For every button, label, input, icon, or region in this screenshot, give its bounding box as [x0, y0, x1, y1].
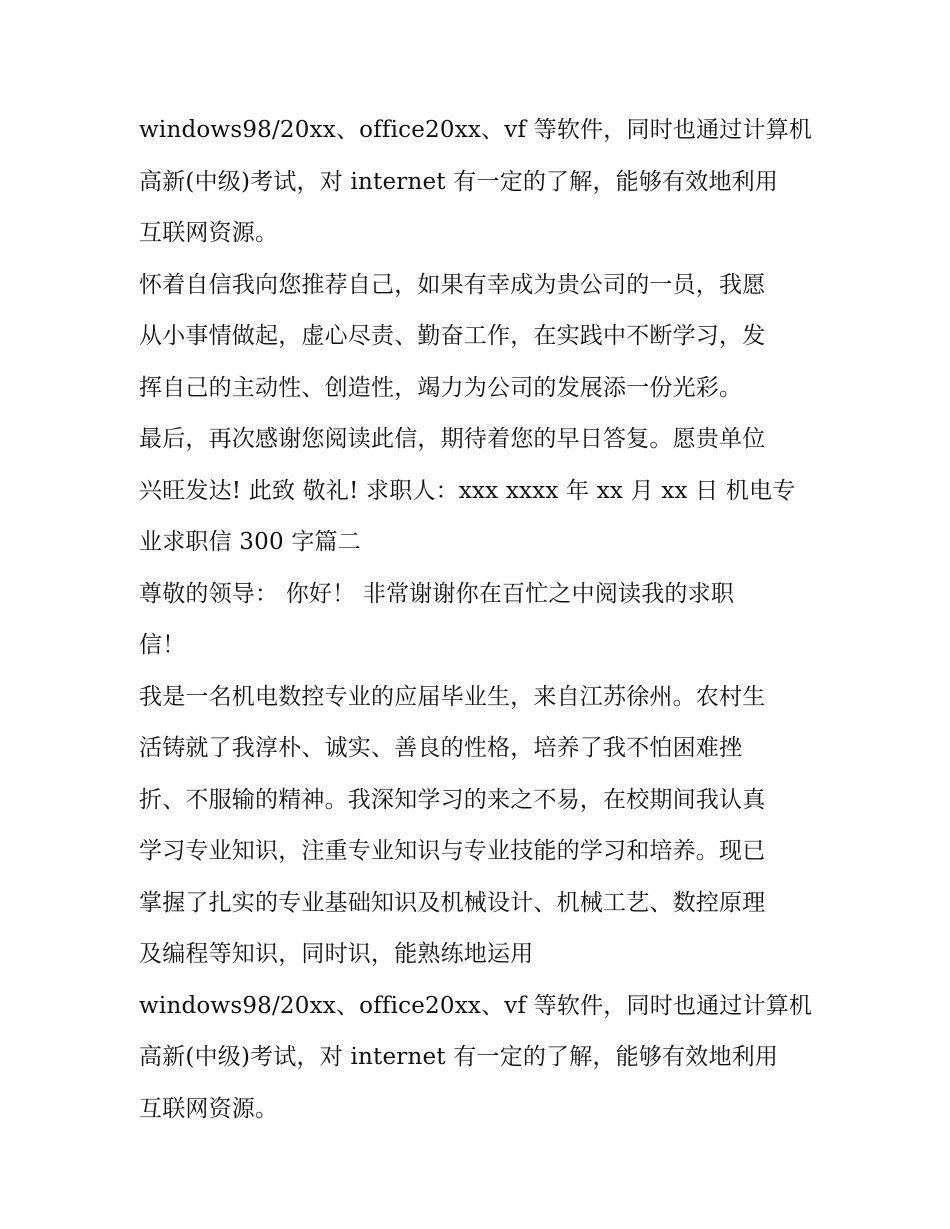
text-line-8: 兴旺发达! 此致 敬礼! 求职人：xxx xxxx 年 xx 月 xx 日 机电专	[139, 477, 796, 504]
text-line-1: windows98/20xx、office20xx、vf 等软件，同时也通过计算机	[139, 117, 813, 143]
text-line-18: windows98/20xx、office20xx、vf 等软件，同时也通过计算机	[139, 992, 813, 1019]
text-line-7: 最后，再次感谢您阅读此信，期待着您的早日答复。愿贵单位	[139, 426, 766, 452]
text-line-12: 我是一名机电数控专业的应届毕业生，来自江苏徐州。农村生	[139, 683, 766, 710]
text-line-15: 学习专业知识，注重专业知识与专业技能的学习和培养。现已	[139, 838, 766, 864]
text-line-17: 及编程等知识，同时识，能熟练地运用	[139, 941, 534, 967]
text-line-20: 互联网资源。	[139, 1095, 279, 1122]
text-line-19: 高新(中级)考试，对 internet 有一定的了解，能够有效地利用	[139, 1044, 779, 1070]
text-line-9: 业求职信 300 字篇二	[139, 529, 361, 555]
text-line-5: 从小事情做起，虚心尽责、勤奋工作，在实践中不断学习，发	[139, 323, 766, 349]
text-line-10: 尊敬的领导： 你好！ 非常谢谢你在百忙之中阅读我的求职	[139, 580, 735, 607]
text-line-16: 掌握了扎实的专业基础知识及机械设计、机械工艺、数控原理	[139, 889, 766, 916]
text-line-2: 高新(中级)考试，对 internet 有一定的了解，能够有效地利用	[139, 168, 779, 195]
document-body	[139, 105, 819, 1135]
text-line-13: 活铸就了我淳朴、诚实、善良的性格，培养了我不怕困难挫	[139, 735, 743, 761]
text-line-11: 信！	[139, 632, 186, 658]
text-line-14: 折、不服输的精神。我深知学习的来之不易，在校期间我认真	[139, 786, 766, 813]
text-line-3: 互联网资源。	[139, 220, 279, 246]
text-line-4: 怀着自信我向您推荐自己，如果有幸成为贵公司的一员，我愿	[139, 271, 766, 298]
text-line-6: 挥自己的主动性、创造性，竭力为公司的发展添一份光彩。	[139, 374, 743, 401]
